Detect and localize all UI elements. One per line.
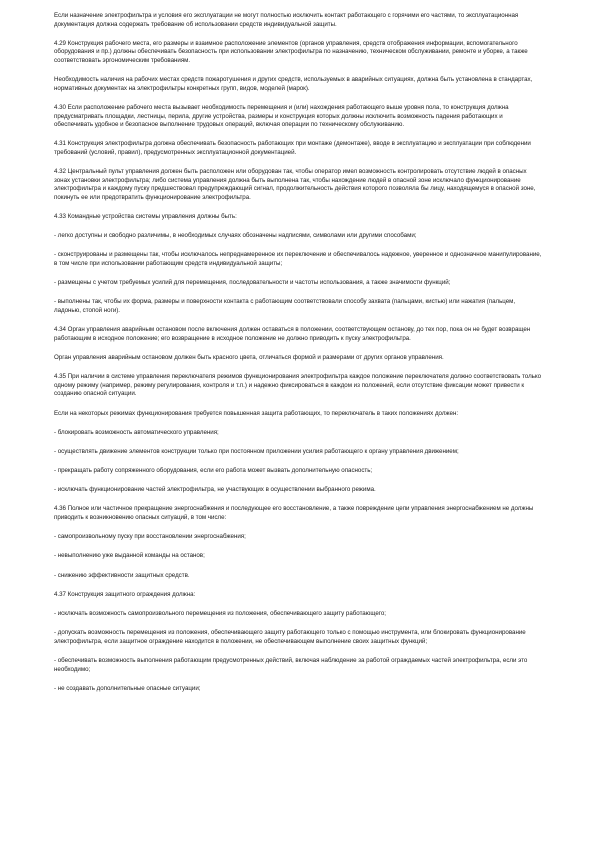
paragraph: 4.36 Полное или частичное прекращение энергоснабжения и последующее его восстановление, а также повреждение цепи управления энергоснабжением не должны приводить к возникновению опасных ситуаций, в том числе: (54, 505, 534, 522)
list-item: - невыполнению уже выданной команды на останов; (54, 552, 205, 560)
paragraph: Если на некоторых режимах функционирования требуется повышенная защита работающих, то переключатель в таких положениях должен: (54, 409, 459, 417)
paragraph: 4.31 Конструкция электрофильтра должна обеспечивать безопасность работающих при монтаже (демонтаже), вводе в эксплуатацию и эксплуатации при соблюдении требований (условий, правил), предусмотренных эксплуатационной документацией. (54, 140, 531, 156)
list-item: - не создавать дополнительные опасные ситуации; (54, 684, 201, 692)
list-item: - обеспечивать возможность выполнения работающим предусмотренных действий, включая наблюдение за работой ограждаемых частей электрофильтра, если это необходимо; (54, 656, 528, 673)
paragraph: 4.34 Орган управления аварийным остановом после включения должен оставаться в положении, соответствующем останову, до тех пор, пока он не будет возвращен работающим в исходное положение; его возвращение в исходное положение не должно приводить к пуску электрофильтра. (54, 326, 531, 342)
paragraph: 4.29 Конструкция рабочего места, его размеры и взаимное расположение элементов (органов управления, средств отображения информации, вспомогательного оборудования и пр.) должны обеспечивать безопасность при использовании электрофильтра по назначению, техническом обслуживании, ремонте и уборке, а также соответствовать эргономическим требованиям. (54, 39, 528, 64)
paragraph: 4.35 При наличии в системе управления переключателя режимов функционирования электрофильтра каждое положение переключателя должно соответствовать только одному режиму (например, режиму регулирования, контроля и т.п.) и надежно фиксироваться в каждом из положений, если отсутствие фиксации может привести к созданию опасной ситуации. (54, 373, 542, 398)
paragraph: 4.33 Командные устройства системы управления должны быть: (54, 213, 237, 221)
paragraph: 4.37 Конструкция защитного ограждения должна: (54, 590, 196, 598)
list-item: - блокировать возможность автоматического управления; (54, 428, 219, 436)
paragraph: Если назначение электрофильтра и условия его эксплуатации не могут полностью исключить контакт работающего с горячими его частями, то эксплуатационная документация должна содержать требование об использовании средств индивидуальной защиты. (54, 12, 519, 28)
list-item: - выполнены так, чтобы их форма, размеры и поверхности контакта с работающим соответствовали способу захвата (пальцами, кистью) или нажатия (пальцем, ладонью, стопой ноги). (54, 298, 516, 314)
list-item: - самопроизвольному пуску при восстановлении энергоснабжения; (54, 533, 246, 541)
list-item: - осуществлять движение элементов конструкции только при постоянном приложении усилия работающего к органу управления движением; (54, 447, 459, 455)
list-item: - снижению эффективности защитных средств. (54, 571, 190, 579)
list-item: - размещены с учетом требуемых усилий для перемещения, последовательности и частоты использования, а также значимости функций; (54, 279, 451, 287)
paragraph: 4.32 Центральный пульт управления должен быть расположен или оборудован так, чтобы оператор имел возможность контролировать отсутствие людей в опасных зонах установки электрофильтра; либо система управления должна быть выполнена так, чтобы нахождение людей в опасной зоне исключало функционирование электрофильтра и каждому пуску предшествовал предупреждающий сигнал, продолжительность действия которого позволяла бы лицу, находящемуся в опасной зоне, покинуть ее или предотвратить функционирование электрофильтра. (54, 168, 536, 201)
paragraph: Необходимость наличия на рабочих местах средств пожаротушения и других средств, используемых в аварийных ситуациях, должна быть установлена в стандартах, нормативных документах на электрофильтры конкретных групп, видов, моделей (марок). (54, 76, 533, 92)
list-item: - исключать возможность самопроизвольного перемещения из положения, обеспечивающего защиту работающего; (54, 610, 386, 617)
list-item: - исключать функционирование частей электрофильтра, не участвующих в осуществлении выбранного режима. (54, 486, 376, 494)
paragraph: 4.30 Если расположение рабочего места вызывает необходимость перемещения и (или) нахождения работающего выше уровня пола, то конструкция должна предусматривать площадки, лестницы, перила, другие устройства, размеры и конструкция которых должны исключить возможность падения работающих и обеспечивать удобное и безопасное выполнение трудовых операций, включая операции по техническому обслуживанию. (54, 103, 509, 129)
list-item: - прекращать работу сопряженного оборудования, если его работа может вызвать дополнительную опасность; (54, 467, 373, 475)
list-item: - допускать возможность перемещения из положения, обеспечивающего защиту работающего только с помощью инструмента, или блокировать функционирование электрофильтра, если защитное ограждение находится в положении, не обеспечивающем выполнение своих защитных функций; (54, 629, 526, 645)
list-item: - легко доступны и свободно различимы, в необходимых случаях обозначены надписями, символами или другими способами; (54, 232, 417, 240)
paragraph: Орган управления аварийным остановом должен быть красного цвета, отличаться формой и размерами от других органов управления. (54, 353, 444, 361)
list-item: - сконструированы и размещены так, чтобы исключалось непреднамеренное их переключение и обеспечивалось надежное, уверенное и однозначное манипулирование, в том числе при использовании работающим средств индивидуальной защиты; (54, 251, 542, 268)
